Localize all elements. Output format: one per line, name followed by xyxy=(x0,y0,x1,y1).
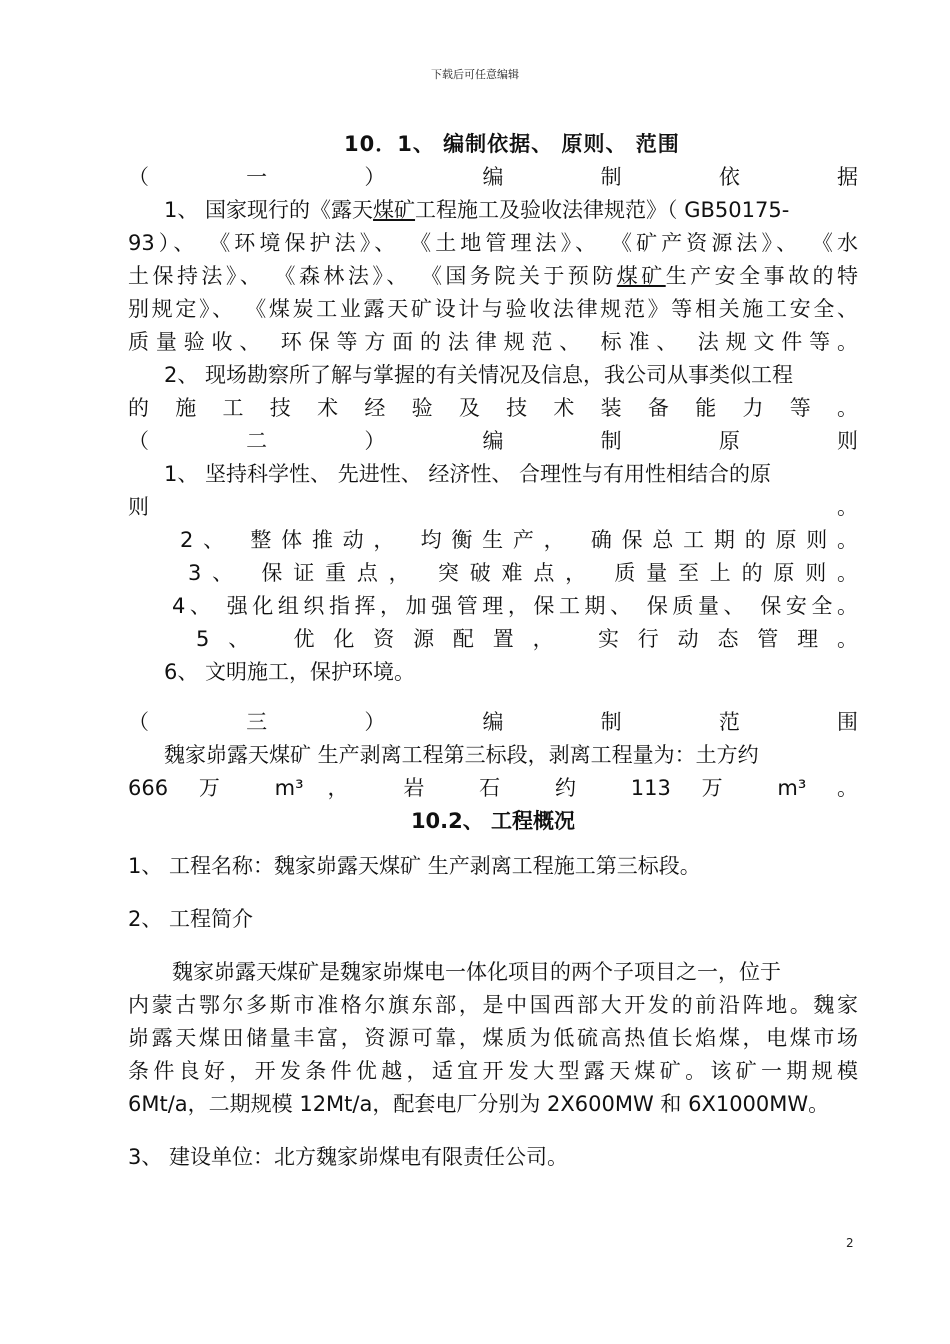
principle-1-line-2: 则 。 xyxy=(128,495,858,519)
principle-4: 4、 强化组织指挥，加强管理，保工期、 保质量、 保安全。 xyxy=(172,594,858,618)
principle-5: 5、 优化资源配置， 实行动态管理。 xyxy=(196,627,858,651)
basis-item-1-line-2: 93）、 《环境保护法》、 《土地管理法》、 《矿产资源法》、 《水 xyxy=(128,231,858,255)
overview-item-3: 3、 建设单位：北方魏家峁煤电有限责任公司。 xyxy=(128,1145,569,1169)
basis-item-2-line-2: 的 施 工 技 术 经 验 及 技 术 装 备 能 力 等 。 xyxy=(128,396,858,420)
overview-item-1: 1、 工程名称：魏家峁露天煤矿 生产剥离工程施工第三标段。 xyxy=(128,854,701,878)
principle-6: 6、 文明施工，保护环境。 xyxy=(164,660,416,684)
basis-item-1-line-1: 1、 国家现行的《露天煤矿工程施工及验收法律规范》（ GB50175- xyxy=(164,198,790,222)
intro-line-2: 内蒙古鄂尔多斯市准格尔旗东部，是中国西部大开发的前沿阵地。魏家 xyxy=(128,993,858,1017)
scope-line-2: 666 万 m³， 岩 石 约 113 万 m³ 。 xyxy=(128,776,858,800)
section-title-10-2: 10.2、 工程概况 xyxy=(410,809,576,833)
subheading-principles: （ 二 ） 编 制 原 则 xyxy=(128,429,858,453)
principle-1-line-1: 1、 坚持科学性、 先进性、 经济性、 合理性与有用性相结合的原 xyxy=(164,462,772,486)
page-number: 2 xyxy=(846,1236,854,1250)
page-header: 下载后可任意编辑 xyxy=(431,68,519,81)
basis-item-1-line-4: 别规定》、 《煤炭工业露天矿设计与验收法律规范》等相关施工安全、 xyxy=(128,297,858,321)
document-body xyxy=(128,128,858,1174)
section-title-10-1: 10．1、 编制依据、 原则、 范围 xyxy=(344,132,680,156)
subheading-basis: （ 一 ） 编 制 依 据 xyxy=(128,165,858,189)
subheading-scope: （ 三 ） 编 制 范 围 xyxy=(128,710,858,734)
basis-item-1-line-3: 土保持法》、 《森林法》、 《国务院关于预防煤矿生产安全事故的特 xyxy=(128,264,858,288)
intro-line-3: 峁露天煤田储量丰富，资源可靠，煤质为低硫高热值长焰煤，电煤市场 xyxy=(128,1026,858,1050)
principle-3: 3、 保证重点， 突破难点， 质量至上的原则。 xyxy=(188,561,858,585)
basis-item-1-line-5: 质量验收、 环保等方面的法律规范、 标准、 法规文件等。 xyxy=(128,330,858,354)
scope-line-1: 魏家峁露天煤矿 生产剥离工程第三标段，剥离工程量为：土方约 xyxy=(164,743,759,767)
intro-line-1: 魏家峁露天煤矿是魏家峁煤电一体化项目的两个子项目之一，位于 xyxy=(172,960,781,984)
intro-line-5: 6Mt/a，二期规模 12Mt/a，配套电厂分别为 2X600MW 和 6X1000MW。 xyxy=(128,1092,830,1116)
intro-line-4: 条件良好，开发条件优越，适宜开发大型露天煤矿。该矿一期规模 xyxy=(128,1059,858,1083)
overview-item-2: 2、 工程简介 xyxy=(128,907,254,931)
basis-item-2-line-1: 2、 现场勘察所了解与掌握的有关情况及信息，我公司从事类似工程 xyxy=(164,363,794,387)
principle-2: 2、 整体推动， 均衡生产， 确保总工期的原则。 xyxy=(180,528,858,552)
